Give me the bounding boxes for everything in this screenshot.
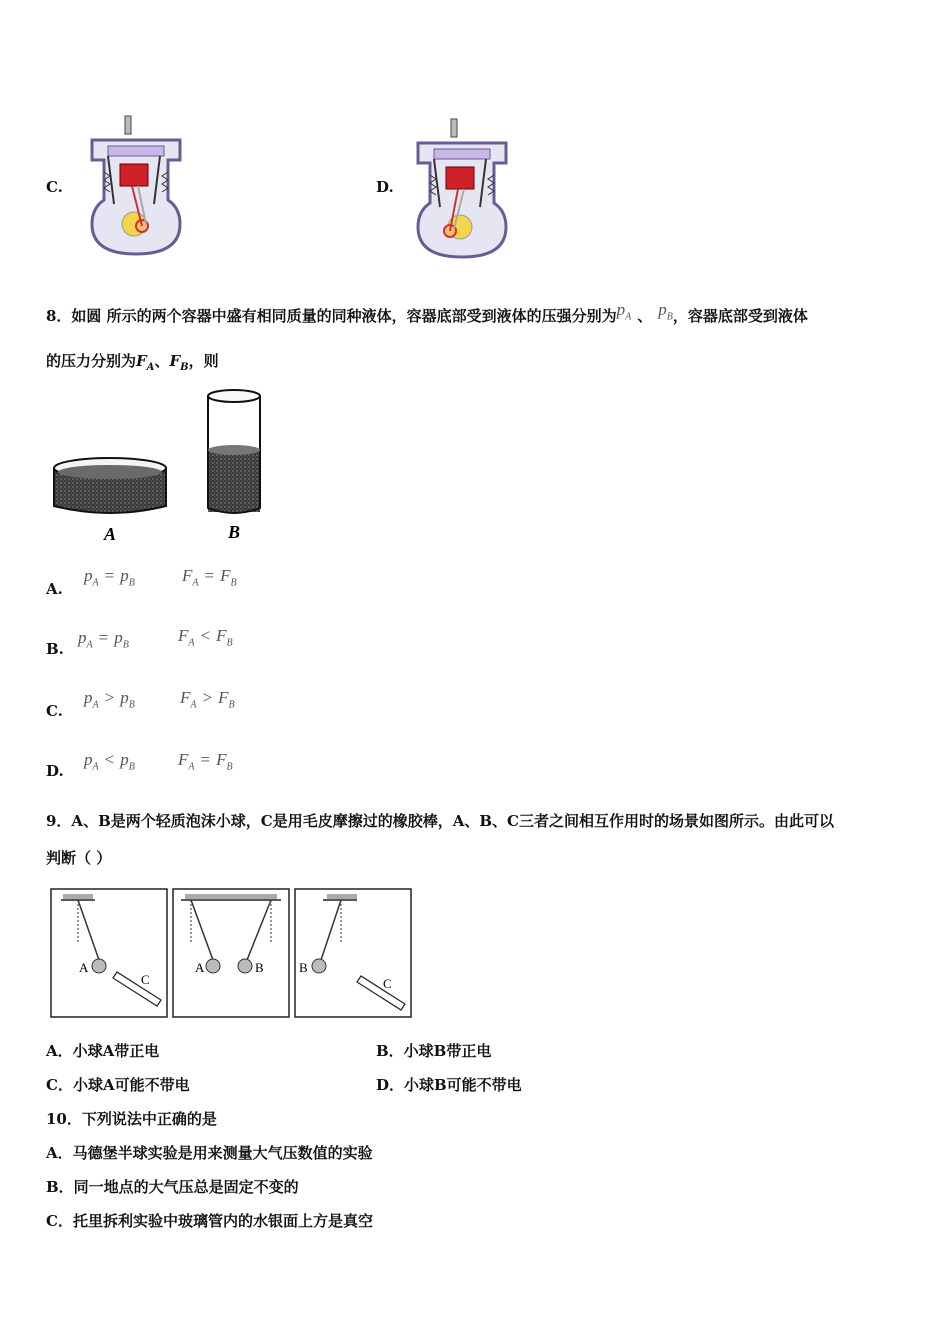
q8-stem-line2: 的压力分别为$F_A$、$F_B$，则 — [46, 352, 219, 373]
q8-containers-figure — [48, 386, 288, 546]
fig-label-a: A — [104, 524, 117, 544]
q10-option-b[interactable]: B．同一地点的大气压总是固定不变的 — [46, 1178, 299, 1196]
q9-stem-line1: 9．A、B是两个轻质泡沫小球，C是用毛皮摩擦过的橡胶棒，A、B、C三者之间相互作用时的场景如图所示。由此可以 — [46, 812, 834, 830]
svg-text:C: C — [383, 976, 392, 991]
q9-option-d[interactable]: D．小球B可能不带电 — [376, 1076, 522, 1094]
q7-option-d-label: D. — [376, 178, 394, 196]
q8-stem-line1: 8．如圆 所示的两个容器中盛有相同质量的同种液体，容器底部受到液体的压强分别为$p_A$ 、 $p_B$，容器底部受到液体 — [46, 300, 808, 325]
svg-text:B: B — [299, 960, 308, 975]
svg-text:B: B — [255, 960, 264, 975]
q10-option-a[interactable]: A．马德堡半球实验是用来测量大气压数值的实验 — [46, 1144, 373, 1162]
q7-option-c-label: C. — [46, 178, 63, 196]
fig-label-b: B — [228, 522, 241, 542]
q9-option-b[interactable]: B．小球B带正电 — [376, 1042, 492, 1060]
q9-stem-line2: 判断（ ） — [46, 849, 112, 867]
q9-interaction-figure — [49, 886, 415, 1020]
q10-option-c[interactable]: C．托里拆利实验中玻璃管内的水银面上方是真空 — [46, 1212, 373, 1230]
svg-text:A: A — [195, 960, 205, 975]
q7-engine-figure-c — [84, 112, 190, 258]
q9-option-c[interactable]: C．小球A可能不带电 — [46, 1076, 190, 1094]
q9-option-a[interactable]: A．小球A带正电 — [46, 1042, 160, 1060]
q7-engine-figure-d — [410, 115, 516, 261]
svg-text:A: A — [79, 960, 89, 975]
svg-text:C: C — [141, 972, 150, 987]
q10-stem: 10．下列说法中正确的是 — [46, 1110, 217, 1128]
